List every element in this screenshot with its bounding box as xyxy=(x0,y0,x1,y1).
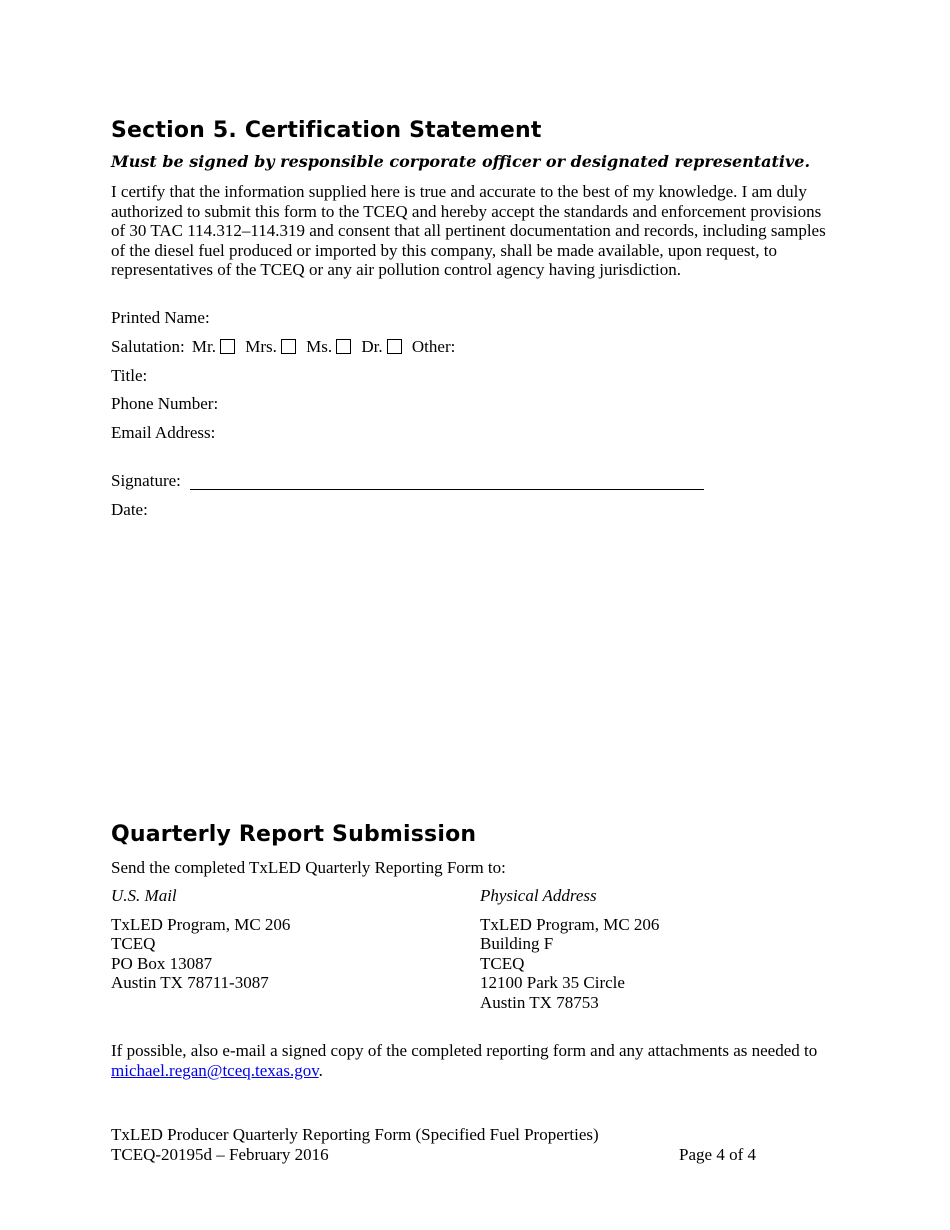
salutation-dr-checkbox[interactable] xyxy=(387,339,402,354)
physical-address-line: TxLED Program, MC 206 xyxy=(480,914,660,934)
email-link[interactable]: michael.regan@tceq.texas.gov xyxy=(111,1060,319,1080)
us-mail-line: PO Box 13087 xyxy=(111,953,213,973)
salutation-mrs-label: Mrs. xyxy=(245,337,277,356)
email-label: Email Address: xyxy=(111,423,216,442)
us-mail-header: U.S. Mail xyxy=(111,886,177,905)
certification-statement: I certify that the information supplied here is true and accurate to the best of my knowledge. I am duly authorized to submit this form to the TCEQ and hereby accept the standards and enforcement provisions of 30 TAC 114.312–114.319 and consent that all pertinent documentation and records, including samples of the diesel fuel produced or imported by this company, shall be made available, upon request, to representatives of the TCEQ or any air pollution control agency having jurisdiction. xyxy=(111,182,826,280)
salutation-dr-label: Dr. xyxy=(361,337,383,356)
signature-row xyxy=(111,471,704,491)
section-subheading: Must be signed by responsible corporate officer or designated representative. xyxy=(111,152,811,171)
signature-label: Signature: xyxy=(111,471,181,490)
footer-form-number: TCEQ-20195d – February 2016 xyxy=(111,1144,329,1164)
signature-line[interactable] xyxy=(190,473,704,490)
us-mail-line: TxLED Program, MC 206 xyxy=(111,914,291,934)
email-note-suffix: . xyxy=(318,1060,323,1080)
salutation-other-label: Other: xyxy=(411,337,456,356)
salutation-mr-label: Mr. xyxy=(191,337,217,356)
physical-address-line: TCEQ xyxy=(480,953,525,973)
salutation-mr-checkbox[interactable] xyxy=(220,339,235,354)
phone-field[interactable] xyxy=(111,394,218,414)
email-note-text: If possible, also e-mail a signed copy of the completed reporting form and any attachments as needed to xyxy=(111,1041,818,1060)
salutation-ms-checkbox[interactable] xyxy=(336,339,351,354)
date-label: Date: xyxy=(111,500,148,519)
us-mail-line: Austin TX 78711-3087 xyxy=(111,973,269,993)
physical-address xyxy=(480,886,659,1013)
email-note xyxy=(111,1041,826,1080)
us-mail-line: TCEQ xyxy=(111,934,156,954)
footer-page-number: Page 4 of 4 xyxy=(679,1144,756,1164)
submission-heading: Quarterly Report Submission xyxy=(111,822,477,847)
title-field[interactable] xyxy=(111,366,147,386)
printed-name-label: Printed Name: xyxy=(111,308,210,327)
salutation-mrs-checkbox[interactable] xyxy=(281,339,296,354)
printed-name-field[interactable] xyxy=(111,308,210,328)
footer-form-title: TxLED Producer Quarterly Reporting Form (Specified Fuel Properties) xyxy=(111,1125,599,1144)
phone-label: Phone Number: xyxy=(111,394,219,413)
physical-address-header: Physical Address xyxy=(480,886,597,905)
date-field[interactable] xyxy=(111,500,148,520)
physical-address-line: Building F xyxy=(480,934,554,954)
salutation-row xyxy=(111,337,455,357)
physical-address-line: 12100 Park 35 Circle xyxy=(480,973,625,993)
us-mail-address xyxy=(111,886,290,993)
email-field[interactable] xyxy=(111,423,215,443)
submission-intro: Send the completed TxLED Quarterly Reporting Form to: xyxy=(111,858,506,877)
title-label: Title: xyxy=(111,366,148,385)
salutation-label: Salutation: xyxy=(111,337,185,356)
section-heading: Section 5. Certification Statement xyxy=(111,118,542,143)
salutation-ms-label: Ms. xyxy=(306,337,333,356)
page-footer xyxy=(111,1125,756,1164)
physical-address-line: Austin TX 78753 xyxy=(480,992,599,1012)
